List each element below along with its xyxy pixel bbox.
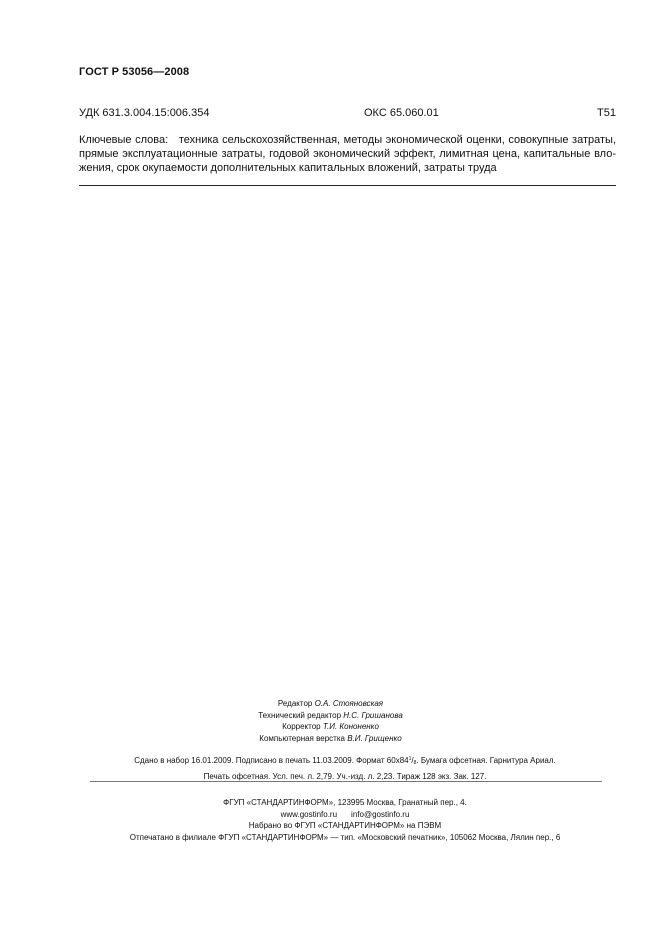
credit-editor: Редактор О.А. Стояновская xyxy=(277,699,384,708)
divider-line-thin xyxy=(90,781,602,782)
publication-line-1: Сдано в набор 16.01.2009. Подписано в печать 11.03.2009. Формат $60х84^1/_8$. Бумага офсетная. Гарнитура Ариал. xyxy=(134,756,556,766)
imprint-printed: Отпечатано в филиале ФГУП «СТАНДАРТИНФОРМ» — тип. «Московский печатник», 105062 Москва, Лялин пер., 6 xyxy=(129,832,561,842)
credit-tech-editor: Технический редактор Н.С. Гришанова xyxy=(258,710,403,720)
publisher-imprint xyxy=(0,797,661,843)
website-link[interactable]: www.gostinfo.ru xyxy=(280,809,338,819)
email-link[interactable]: info@gostinfo.ru xyxy=(351,809,410,819)
publication-info xyxy=(0,753,661,783)
oks-code: ОКС 65.060.01 xyxy=(364,107,439,119)
group-code: Т51 xyxy=(597,107,616,119)
imprint-address: ФГУП «СТАНДАРТИНФОРМ», 123995 Москва, Гранатный пер., 4. xyxy=(223,798,467,807)
keywords-label: Ключевые слова: xyxy=(79,134,169,146)
standard-number: ГОСТ Р 53056—2008 xyxy=(79,66,190,78)
keywords-paragraph xyxy=(79,133,616,175)
udc-code: УДК 631.3.004.15:006.354 xyxy=(79,107,210,119)
divider-line xyxy=(79,185,616,186)
credit-corrector: Корректор Т.И. Кононенко xyxy=(282,722,379,731)
publication-line-2: Печать офсетная. Усл. печ. л. 2,79. Уч.-изд. л. 2,23. Тираж 128 экз. Зак. 127. xyxy=(203,772,487,781)
credit-layout: Компьютерная верстка В.И. Грищенко xyxy=(259,733,402,743)
classification-row xyxy=(79,107,616,121)
imprint-contacts xyxy=(0,809,661,821)
keywords-text: техника сельскохозяйственная, методы экономической оценки, совокупные затраты, прямые эксплуатационные затраты, годовой экономический эффект, лимитная цена, капитальные вло- жения, срок окупаемости дополнительных капитальных вложений, затраты труда xyxy=(79,134,616,174)
imprint-typeset: Набрано во ФГУП «СТАНДАРТИНФОРМ» на ПЭВМ xyxy=(248,821,442,830)
editorial-credits xyxy=(0,698,661,744)
